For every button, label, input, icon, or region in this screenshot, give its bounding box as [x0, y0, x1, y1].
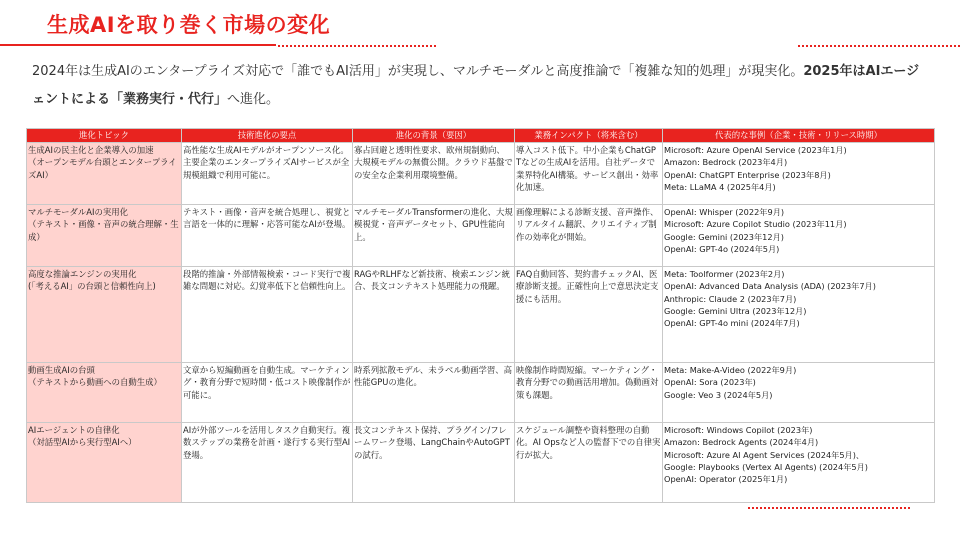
cell-topic-line: マルチモーダルAIの実用化	[28, 207, 128, 217]
table-header-row	[27, 129, 935, 143]
table-row	[27, 143, 935, 205]
cell-topic-line: 生成AIの民主化と企業導入の加速	[28, 145, 154, 155]
cell-examples-line: Anthropic: Claude 2 (2023年7月)	[664, 293, 797, 304]
cell-topic	[27, 423, 182, 503]
cell-background	[353, 267, 515, 363]
intro-text-1: 2024年は生成AIのエンタープライズ対応で「誰でもAI活用」が実現し、マルチモーダルと高度推論で「複雑な知的処理」が現実化。	[32, 64, 804, 79]
cell-background-line: 長文コンテキスト保持、プラグイン/フレームワーク登場、LangChainやAutoGPTの試行。	[354, 425, 510, 460]
cell-impact-line: FAQ自動回答、契約書チェックAI、医療診断支援。正確性向上で意思決定支援にも活用。	[516, 269, 659, 304]
cell-topic-line: AIエージェントの自律化	[28, 425, 120, 435]
cell-topic-line: （テキストから動画への自動生成）	[28, 377, 162, 388]
decorative-dotted-line	[798, 45, 960, 47]
cell-examples-line: Amazon: Bedrock (2023年4月)	[664, 157, 788, 168]
cell-topic-line: (「考えるAI」の台頭と信頼性向上)	[28, 281, 156, 292]
cell-examples	[663, 423, 935, 503]
cell-examples-line: Microsoft: Azure OpenAI Service (2023年1月)	[664, 145, 847, 155]
header-topic: 進化トピック	[27, 129, 182, 143]
header-background: 進化の背景（要因）	[353, 129, 515, 143]
cell-topic-line: 高度な推論エンジンの実用化	[28, 269, 137, 279]
cell-impact	[515, 267, 663, 363]
cell-impact-line: 画像理解による診断支援、音声操作、リアルタイム翻訳、クリエイティブ制作の効率化が開始。	[516, 207, 659, 242]
cell-tech-line: AIが外部ツールを活用しタスク自動実行。複数ステップの業務を計画・遂行する実行型AI登場。	[183, 425, 351, 460]
cell-examples-line: Google: Playbooks (Vertex AI Agents) (2024年5月)	[664, 461, 868, 472]
cell-background-line: RAGやRLHFなど新技術、検索エンジン統合、長文コンテキスト処理能力の飛躍。	[354, 269, 510, 292]
cell-impact	[515, 143, 663, 205]
cell-tech-line: 文章から短編動画を自動生成。マーケティング・教育分野で短時間・低コスト映像制作が可能に。	[183, 365, 351, 400]
cell-examples-line: OpenAI: Operator (2025年1月)	[664, 474, 788, 485]
cell-examples-line: Microsoft: Azure AI Agent Services (2024年5月)、	[664, 449, 865, 460]
cell-tech	[182, 267, 353, 363]
cell-tech-line: 段階的推論・外部情報検索・コード実行で複雑な問題に対応。幻覚率低下と信頼性向上。	[183, 269, 351, 292]
table-row	[27, 267, 935, 363]
cell-examples-line: Google: Veo 3 (2024年5月)	[664, 389, 773, 400]
page-title: 生成AIを取り巻く市場の変化	[47, 13, 331, 37]
header-impact: 業務インパクト（将来含む）	[515, 129, 663, 143]
cell-impact	[515, 363, 663, 423]
header-tech: 技術進化の要点	[182, 129, 353, 143]
cell-examples-line: OpenAI: Whisper (2022年9月)	[664, 207, 785, 217]
cell-examples-line: Google: Gemini (2023年12月)	[664, 231, 784, 242]
cell-examples-line: OpenAI: Sora (2023年)	[664, 377, 756, 388]
cell-background	[353, 423, 515, 503]
cell-background-line: マルチモーダルTransformerの進化、大規模視覚・音声データセット、GPU性能向上。	[354, 207, 513, 242]
cell-background	[353, 205, 515, 267]
cell-tech	[182, 423, 353, 503]
market-change-table	[26, 128, 935, 503]
cell-topic	[27, 205, 182, 267]
cell-tech	[182, 143, 353, 205]
cell-topic-line: （テキスト・画像・音声の統合理解・生成）	[28, 219, 179, 242]
cell-examples-line: OpenAI: GPT-4o mini (2024年7月)	[664, 318, 800, 329]
cell-tech	[182, 205, 353, 267]
cell-impact-line: 導入コスト低下。中小企業もChatGPTなどの生成AIを活用。自社データで業界特化AI構築。サービス創出・効率化加速。	[516, 145, 659, 192]
cell-examples-line: Microsoft: Azure Copilot Studio (2023年11月)	[664, 219, 847, 230]
cell-topic-line: （オープンモデル台頭とエンタープライズAI）	[28, 157, 177, 180]
intro-text-2: へ進化。	[227, 92, 280, 107]
header-examples: 代表的な事例（企業・技術・リリース時期）	[663, 129, 935, 143]
cell-examples-line: Amazon: Bedrock Agents (2024年4月)	[664, 437, 819, 448]
cell-topic	[27, 267, 182, 363]
cell-topic-line: （対話型AIから実行型AIへ）	[28, 437, 137, 448]
cell-examples-line: OpenAI: ChatGPT Enterprise (2023年8月)	[664, 169, 831, 180]
intro-text-bold: 2025年はAIエージェントによる「業務実行・代行」	[32, 64, 920, 107]
cell-examples-line: Meta: LLaMA 4 (2025年4月)	[664, 181, 776, 192]
cell-background-line: 時系列拡散モデル、未ラベル動画学習、高性能GPUの進化。	[354, 365, 513, 388]
cell-examples-line: OpenAI: GPT-4o (2024年5月)	[664, 243, 780, 254]
cell-tech-line: 高性能な生成AIモデルがオープンソース化。主要企業のエンタープライズAIサービスが全規模組織で利用可能に。	[183, 145, 350, 180]
cell-examples	[663, 363, 935, 423]
table-row	[27, 363, 935, 423]
cell-background	[353, 363, 515, 423]
decorative-dotted-line	[278, 45, 436, 47]
cell-examples-line: Microsoft: Windows Copilot (2023年)	[664, 425, 813, 435]
cell-topic	[27, 363, 182, 423]
cell-impact-line: 映像制作時間短縮。マーケティング・教育分野での動画活用増加。偽動画対策も課題。	[516, 365, 659, 400]
cell-tech	[182, 363, 353, 423]
cell-background-line: 寡占回避と透明性要求、欧州規制動向、大規模モデルの無償公開。クラウド基盤での安全な企業利用環境整備。	[354, 145, 513, 180]
cell-examples	[663, 205, 935, 267]
cell-topic-line: 動画生成AIの台頭	[28, 365, 95, 375]
cell-examples	[663, 267, 935, 363]
cell-impact	[515, 205, 663, 267]
cell-impact	[515, 423, 663, 503]
cell-examples-line: Meta: Toolformer (2023年2月)	[664, 269, 785, 279]
decorative-dotted-line	[748, 507, 910, 509]
cell-examples-line: Meta: Make-A-Video (2022年9月)	[664, 365, 797, 375]
table-row	[27, 423, 935, 503]
cell-examples-line: OpenAI: Advanced Data Analysis (ADA) (2023年7月)	[664, 281, 876, 292]
cell-topic	[27, 143, 182, 205]
cell-background	[353, 143, 515, 205]
intro-paragraph	[32, 58, 927, 114]
cell-examples-line: Google: Gemini Ultra (2023年12月)	[664, 305, 807, 316]
cell-impact-line: スケジュール調整や資料整理の自動化。AI Opsなど人の監督下での自律実行が拡大。	[516, 425, 661, 460]
cell-examples	[663, 143, 935, 205]
table-row	[27, 205, 935, 267]
title-underline	[0, 44, 276, 46]
cell-tech-line: テキスト・画像・音声を統合処理し、視覚と言語を一体的に理解・応答可能なAIが登場。	[183, 207, 351, 230]
